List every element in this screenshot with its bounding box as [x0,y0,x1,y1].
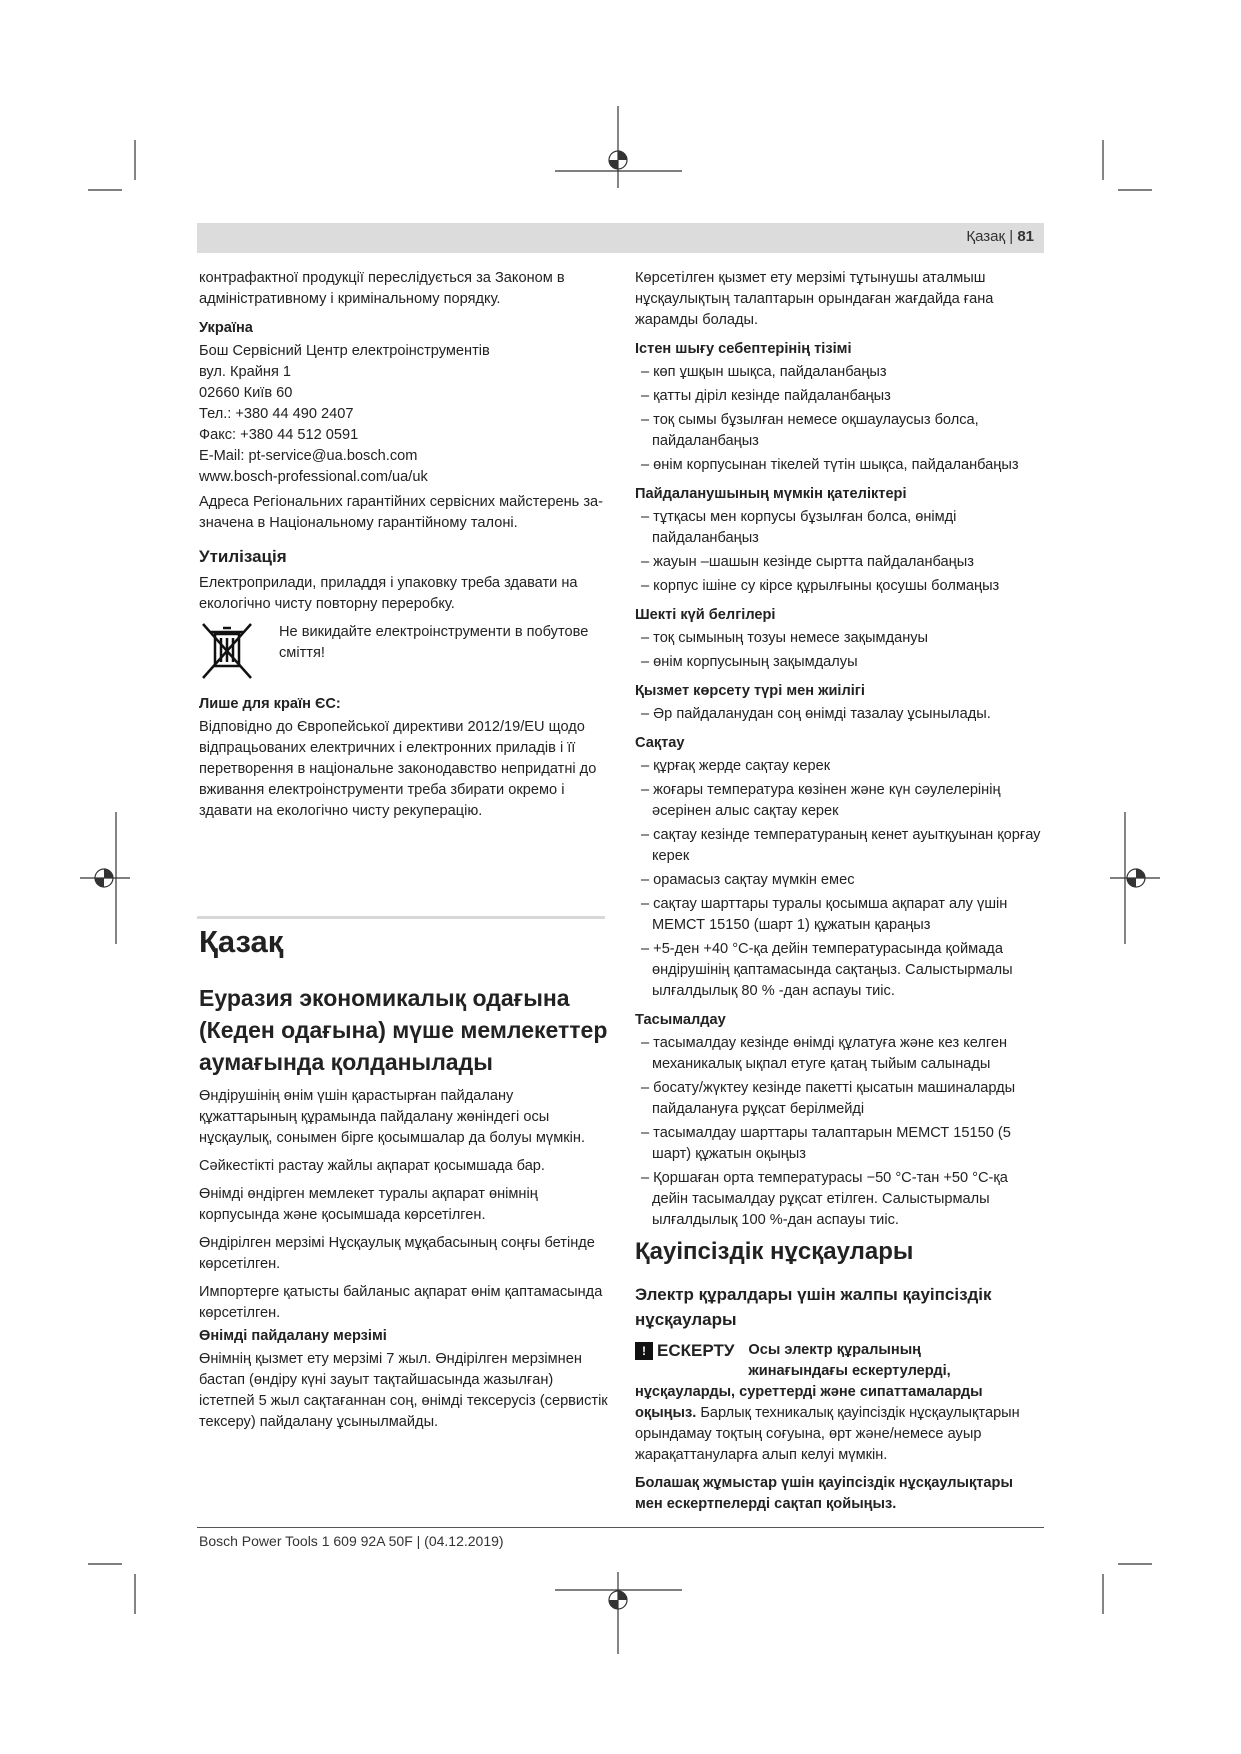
usage-heading: Өнімді пайдалану мерзімі [199,1328,387,1344]
paragraph: Електроприлади, приладдя і упаковку треба здавати на екологічно чисту повторну переробку. [199,575,578,612]
address-block [199,341,609,488]
address-line: Бош Сервісний Центр електроінструментів [199,343,490,359]
failure-heading: Істен шығу себептерінің тізімі [635,341,852,357]
email: E-Mail: pt-service@ua.bosch.com [199,448,418,464]
transport-heading: Тасымалдау [635,1012,726,1028]
failure-list [635,362,1043,476]
footer: Bosch Power Tools 1 609 92A 50F | (04.12.2019) [199,1533,504,1549]
list-item: – корпус ішіне су кірсе құрылғыны қосушы болмаңыз [635,576,1043,597]
list-item: – жоғары температура көзінен және күн сәулелерінің әсерінен алыс сақтау керек [635,780,1043,822]
paragraph: Өндірушінің өнім үшін қарастырған пайдалану құжаттарының құрамында пайдалану жөніндегі осы нұсқаулық, сонымен бірге қосымшалар да болуы мүмкін. [199,1088,585,1146]
website: www.bosch-professional.com/ua/uk [199,469,428,485]
warning-bold-text: Осы электр құралының жинағындағы ескертулерді, [748,1342,951,1379]
crossed-bin-icon [199,622,255,680]
bin-notice [199,622,609,680]
footer-rule [197,1527,1044,1528]
paragraph: Өнімнің қызмет ету мерзімі 7 жыл. Өндірілген мерзімнен бастап (өндіру күні зауыт тақтайшасында жазылған) істетпей 5 жыл сақтағаннан соң, өнімді тексерусіз (сервистік тексеру) пайдалану ұсынылмайды. [199,1351,608,1430]
paragraph: Адреса Регіональних гарантійних сервісних майстерень за- значена в Національному гарантійному талоні. [199,494,603,531]
eu-heading: Лише для країн ЄС: [199,696,341,712]
list-item: – тұтқасы мен корпусы бұзылған болса, өнімді пайдаланбаңыз [635,507,1043,549]
ukraine-heading: Україна [199,320,253,336]
transport-list [635,1033,1043,1231]
left-column-kazakh [199,924,609,1440]
list-item: – босату/жүктеу кезінде пакетті қысатын машиналарды пайдалануға рұқсат берілмейді [635,1078,1043,1120]
bin-notice-text: Не викидайте електроінструменти в побутове сміття! [279,624,589,661]
list-item: – көп ұшқын шықса, пайдаланбаңыз [635,362,1043,383]
warning-block [635,1340,1043,1382]
warning-body: Барлық техникалық қауіпсіздік нұсқаулықтарын орындамау тоқтың соғуына, өрт және/немесе ауыр жарақаттануларға алып келуі мүмкін. [635,1405,1020,1463]
list-item: – өнім корпусынан тікелей түтін шықса, пайдаланбаңыз [635,455,1043,476]
warning-label [635,1340,734,1361]
right-column [635,268,1043,1237]
warning-text [635,1382,1043,1466]
limit-state-list [635,628,1043,673]
list-item: – Әр пайдаланудан соң өнімді тазалау ұсынылады. [635,704,1043,725]
paragraph: Импортерге қатысты байланыс ақпарат өнім қаптамасында көрсетілген. [199,1284,603,1321]
service-list [635,704,1043,725]
list-item: – қатты діріл кезінде пайдаланбаңыз [635,386,1043,407]
list-item: – орамасыз сақтау мүмкін емес [635,870,1043,891]
user-errors-list [635,507,1043,597]
paragraph: Өндірілген мерзімі Нұсқаулық мұқабасының соңғы бетінде көрсетілген. [199,1235,595,1272]
list-item: – жауын –шашын кезінде сыртта пайдаланбаңыз [635,552,1043,573]
safety-section [635,1236,1043,1522]
warning-label-text: ЕСКЕРТУ [657,1341,735,1360]
storage-list [635,756,1043,1002]
list-item: – сақтау шарттары туралы қосымша ақпарат алу үшін МЕМСТ 15150 (шарт 1) құжатын қараңыз [635,894,1043,936]
page-number: 81 [1017,228,1034,245]
list-item: – тасымалдау шарттары талаптарын МЕМСТ 15150 (5 шарт) құжатын оқыңыз [635,1123,1043,1165]
language-heading: Қазақ [199,924,284,959]
warning-bold-text-2: нұсқауларды, суреттерді және сипаттамаларды оқыңыз. [635,1384,983,1421]
paragraph: Өнімді өндірген мемлекет туралы ақпарат өнімнің корпусында және қосымшада көрсетілген. [199,1186,538,1223]
header-section: Қазақ [966,228,1006,245]
paragraph: Відповідно до Європейської директиви 2012/19/EU щодо відпрацьованих електричних і електронних приладів і її перетворення в національне законодавство непридатні до вживання електроінструменти треба збирати окремо і здавати на екологічно чисту рекуперацію. [199,719,597,819]
list-item: – құрғақ жерде сақтау керек [635,756,1043,777]
paragraph: Көрсетілген қызмет ету мерзімі тұтынушы аталмыш нұсқаулықтың талаптарын орындаған жағдайда ғана жарамды болады. [635,270,994,328]
paragraph: Сәйкестікті растау жайлы ақпарат қосымшада бар. [199,1158,545,1174]
eurasia-heading: Еуразия экономикалық одағына (Кеден одағына) мүше мемлекеттер аумағында қолданылады [199,985,608,1075]
list-item: – +5-ден +40 °C-қа дейін температурасында қоймада өндірушінің қаптамасында сақтаңыз. Салыстырмалы ылғалдылық 80 % -дан аспауы тиіс. [635,939,1043,1002]
safety-subheading: Электр құралдары үшін жалпы қауіпсіздік нұсқаулары [635,1285,992,1329]
keep-instructions-text: Болашақ жұмыстар үшін қауіпсіздік нұсқаулықтары мен ескертпелерді сақтап қойыңыз. [635,1475,1013,1512]
list-item: – өнім корпусының зақымдалуы [635,652,1043,673]
address-line: 02660 Київ 60 [199,385,293,401]
list-item: – тоқ сымының тозуы немесе зақымдануы [635,628,1043,649]
limit-state-heading: Шекті күй белгілері [635,607,776,623]
service-heading: Қызмет көрсету түрі мен жиілігі [635,683,865,699]
list-item: – тасымалдау кезінде өнімді құлатуға және кез келген механикалық ықпал етуге қатаң тыйым салынады [635,1033,1043,1075]
address-line: вул. Крайня 1 [199,364,292,380]
fax: Факс: +380 44 512 0591 [199,427,359,443]
user-errors-heading: Пайдаланушының мүмкін қателіктері [635,486,907,502]
disposal-heading: Утилізація [199,547,287,566]
section-divider [197,916,605,919]
list-item: – сақтау кезінде температураның кенет ауытқуынан қорғау керек [635,825,1043,867]
header-text: Қазақ | 81 [966,228,1034,245]
paragraph: контрафактної продукції переслідується за Законом в адміністративному і кримінальному порядку. [199,270,565,307]
storage-heading: Сақтау [635,735,685,751]
phone: Тел.: +380 44 490 2407 [199,406,354,422]
keep-instructions [635,1473,1043,1515]
left-column [199,268,609,829]
list-item: – тоқ сымы бұзылған немесе оқшаулаусыз болса, пайдаланбаңыз [635,410,1043,452]
safety-heading: Қауіпсіздік нұсқаулары [635,1238,914,1265]
page-header [197,223,1044,253]
list-item: – Қоршаған орта температурасы −50 °C-тан +50 °C-қа дейін тасымалдау рұқсат етілген. Салыстырмалы ылғалдылық 100 %-дан аспауы тиіс. [635,1168,1043,1231]
warning-triangle-icon: ! [635,1342,653,1360]
